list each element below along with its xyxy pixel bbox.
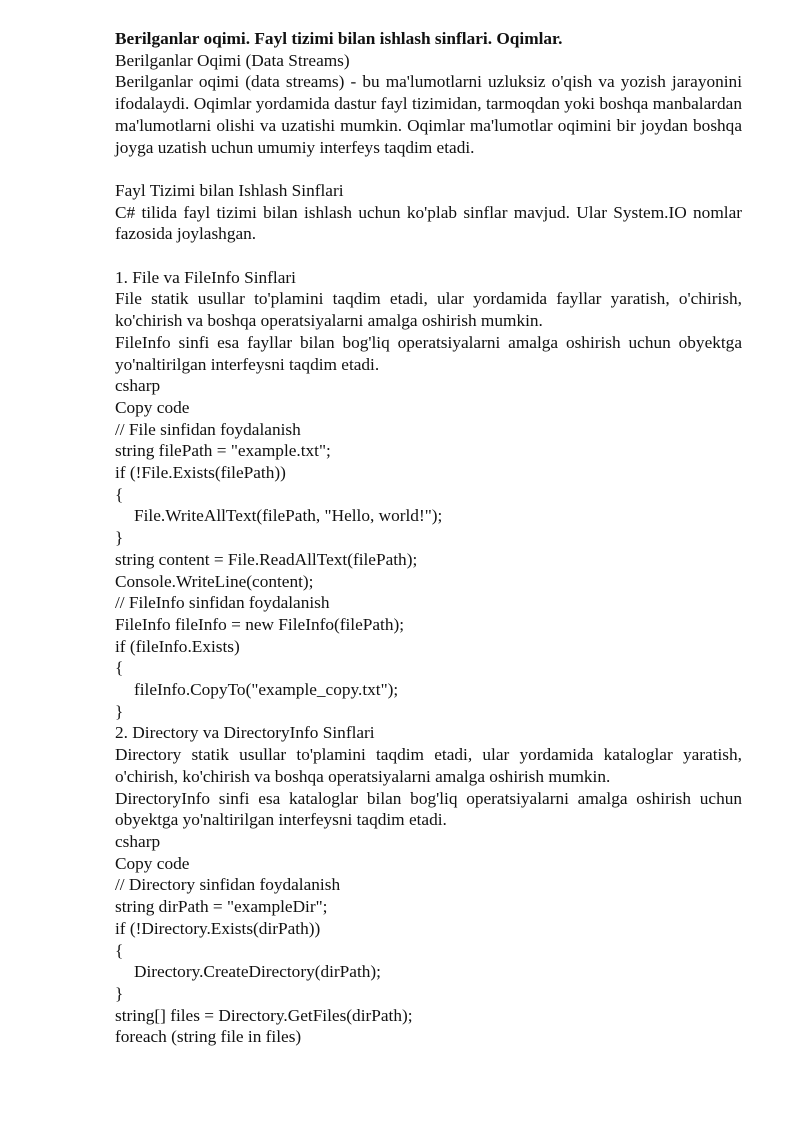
code-line: string[] files = Directory.GetFiles(dirPath);: [115, 1005, 413, 1025]
directory-classes-heading: 2. Directory va DirectoryInfo Sinflari: [115, 723, 375, 743]
code-line: {: [115, 658, 124, 678]
file-system-paragraph: C# tilida fayl tizimi bilan ishlash uchun ko'plab sinflar mavjud. Ular System.IO nomlar fazosida joylashgan.: [115, 202, 742, 244]
code-language-label: csharp: [115, 831, 161, 851]
code-line: // File sinfidan foydalanish: [115, 419, 301, 439]
copy-code-label[interactable]: Copy code: [115, 397, 190, 417]
code-line: if (!Directory.Exists(dirPath)): [115, 918, 321, 938]
code-line: string content = File.ReadAllText(filePath);: [115, 549, 418, 569]
document-title: Berilganlar oqimi. Fayl tizimi bilan ishlash sinflari. Oqimlar.: [115, 29, 563, 48]
data-streams-paragraph: Berilganlar oqimi (data streams) - bu ma'lumotlarni uzluksiz o'qish va yozish jarayonini ifodalaydi. Oqimlar yordamida dastur fayl tizimidan, tarmoqdan yoki boshqa manbalardan ma'lumotlarni olishi va uzatishi mumkin. Oqimlar ma'lumotlar oqimini bir joydan boshqa joyga uzatish uchun umumiy interfeys taqdim etadi.: [115, 72, 742, 157]
code-line: Console.WriteLine(content);: [115, 571, 314, 591]
file-system-heading: Fayl Tizimi bilan Ishlash Sinflari: [115, 180, 344, 200]
file-classes-paragraph-1: File statik usullar to'plamini taqdim etadi, ular yordamida fayllar yaratish, o'chirish, ko'chirish va boshqa operatsiyalarni amalga oshirish mumkin.: [115, 289, 742, 331]
code-line: }: [115, 701, 124, 721]
copy-code-label[interactable]: Copy code: [115, 853, 190, 873]
code-line: {: [115, 940, 124, 960]
code-line: string dirPath = "exampleDir";: [115, 897, 328, 917]
code-line: foreach (string file in files): [115, 1027, 302, 1047]
code-line: {: [115, 484, 124, 504]
directory-classes-paragraph-1: Directory statik usullar to'plamini taqdim etadi, ular yordamida kataloglar yaratish, o'chirish, ko'chirish va boshqa operatsiyalarni amalga oshirish mumkin.: [115, 745, 742, 786]
code-line: if (!File.Exists(filePath)): [115, 463, 286, 483]
code-line: }: [115, 983, 124, 1003]
code-line: File.WriteAllText(filePath, "Hello, world!");: [134, 506, 443, 526]
code-line: }: [115, 528, 124, 548]
document-page: [115, 28, 742, 1048]
code-line: // FileInfo sinfidan foydalanish: [115, 593, 330, 613]
code-line: string filePath = "example.txt";: [115, 441, 331, 461]
spacer: [115, 245, 742, 267]
code-line: // Directory sinfidan foydalanish: [115, 875, 341, 895]
file-classes-paragraph-2: FileInfo sinfi esa fayllar bilan bog'liq operatsiyalarni amalga oshirish uchun obyektga yo'naltirilgan interfeysni taqdim etadi.: [115, 332, 742, 374]
code-line: fileInfo.CopyTo("example_copy.txt");: [134, 680, 399, 700]
spacer: [115, 158, 742, 180]
code-line: FileInfo fileInfo = new FileInfo(filePath);: [115, 614, 405, 634]
directory-classes-paragraph-2: DirectoryInfo sinfi esa kataloglar bilan bog'liq operatsiyalarni amalga oshirish uchun obyektga yo'naltirilgan interfeysni taqdim etadi.: [115, 788, 742, 830]
code-line: if (fileInfo.Exists): [115, 636, 240, 656]
code-line: Directory.CreateDirectory(dirPath);: [134, 962, 381, 982]
data-streams-heading: Berilganlar Oqimi (Data Streams): [115, 50, 350, 70]
code-language-label: csharp: [115, 376, 161, 396]
file-classes-heading: 1. File va FileInfo Sinflari: [115, 267, 296, 287]
